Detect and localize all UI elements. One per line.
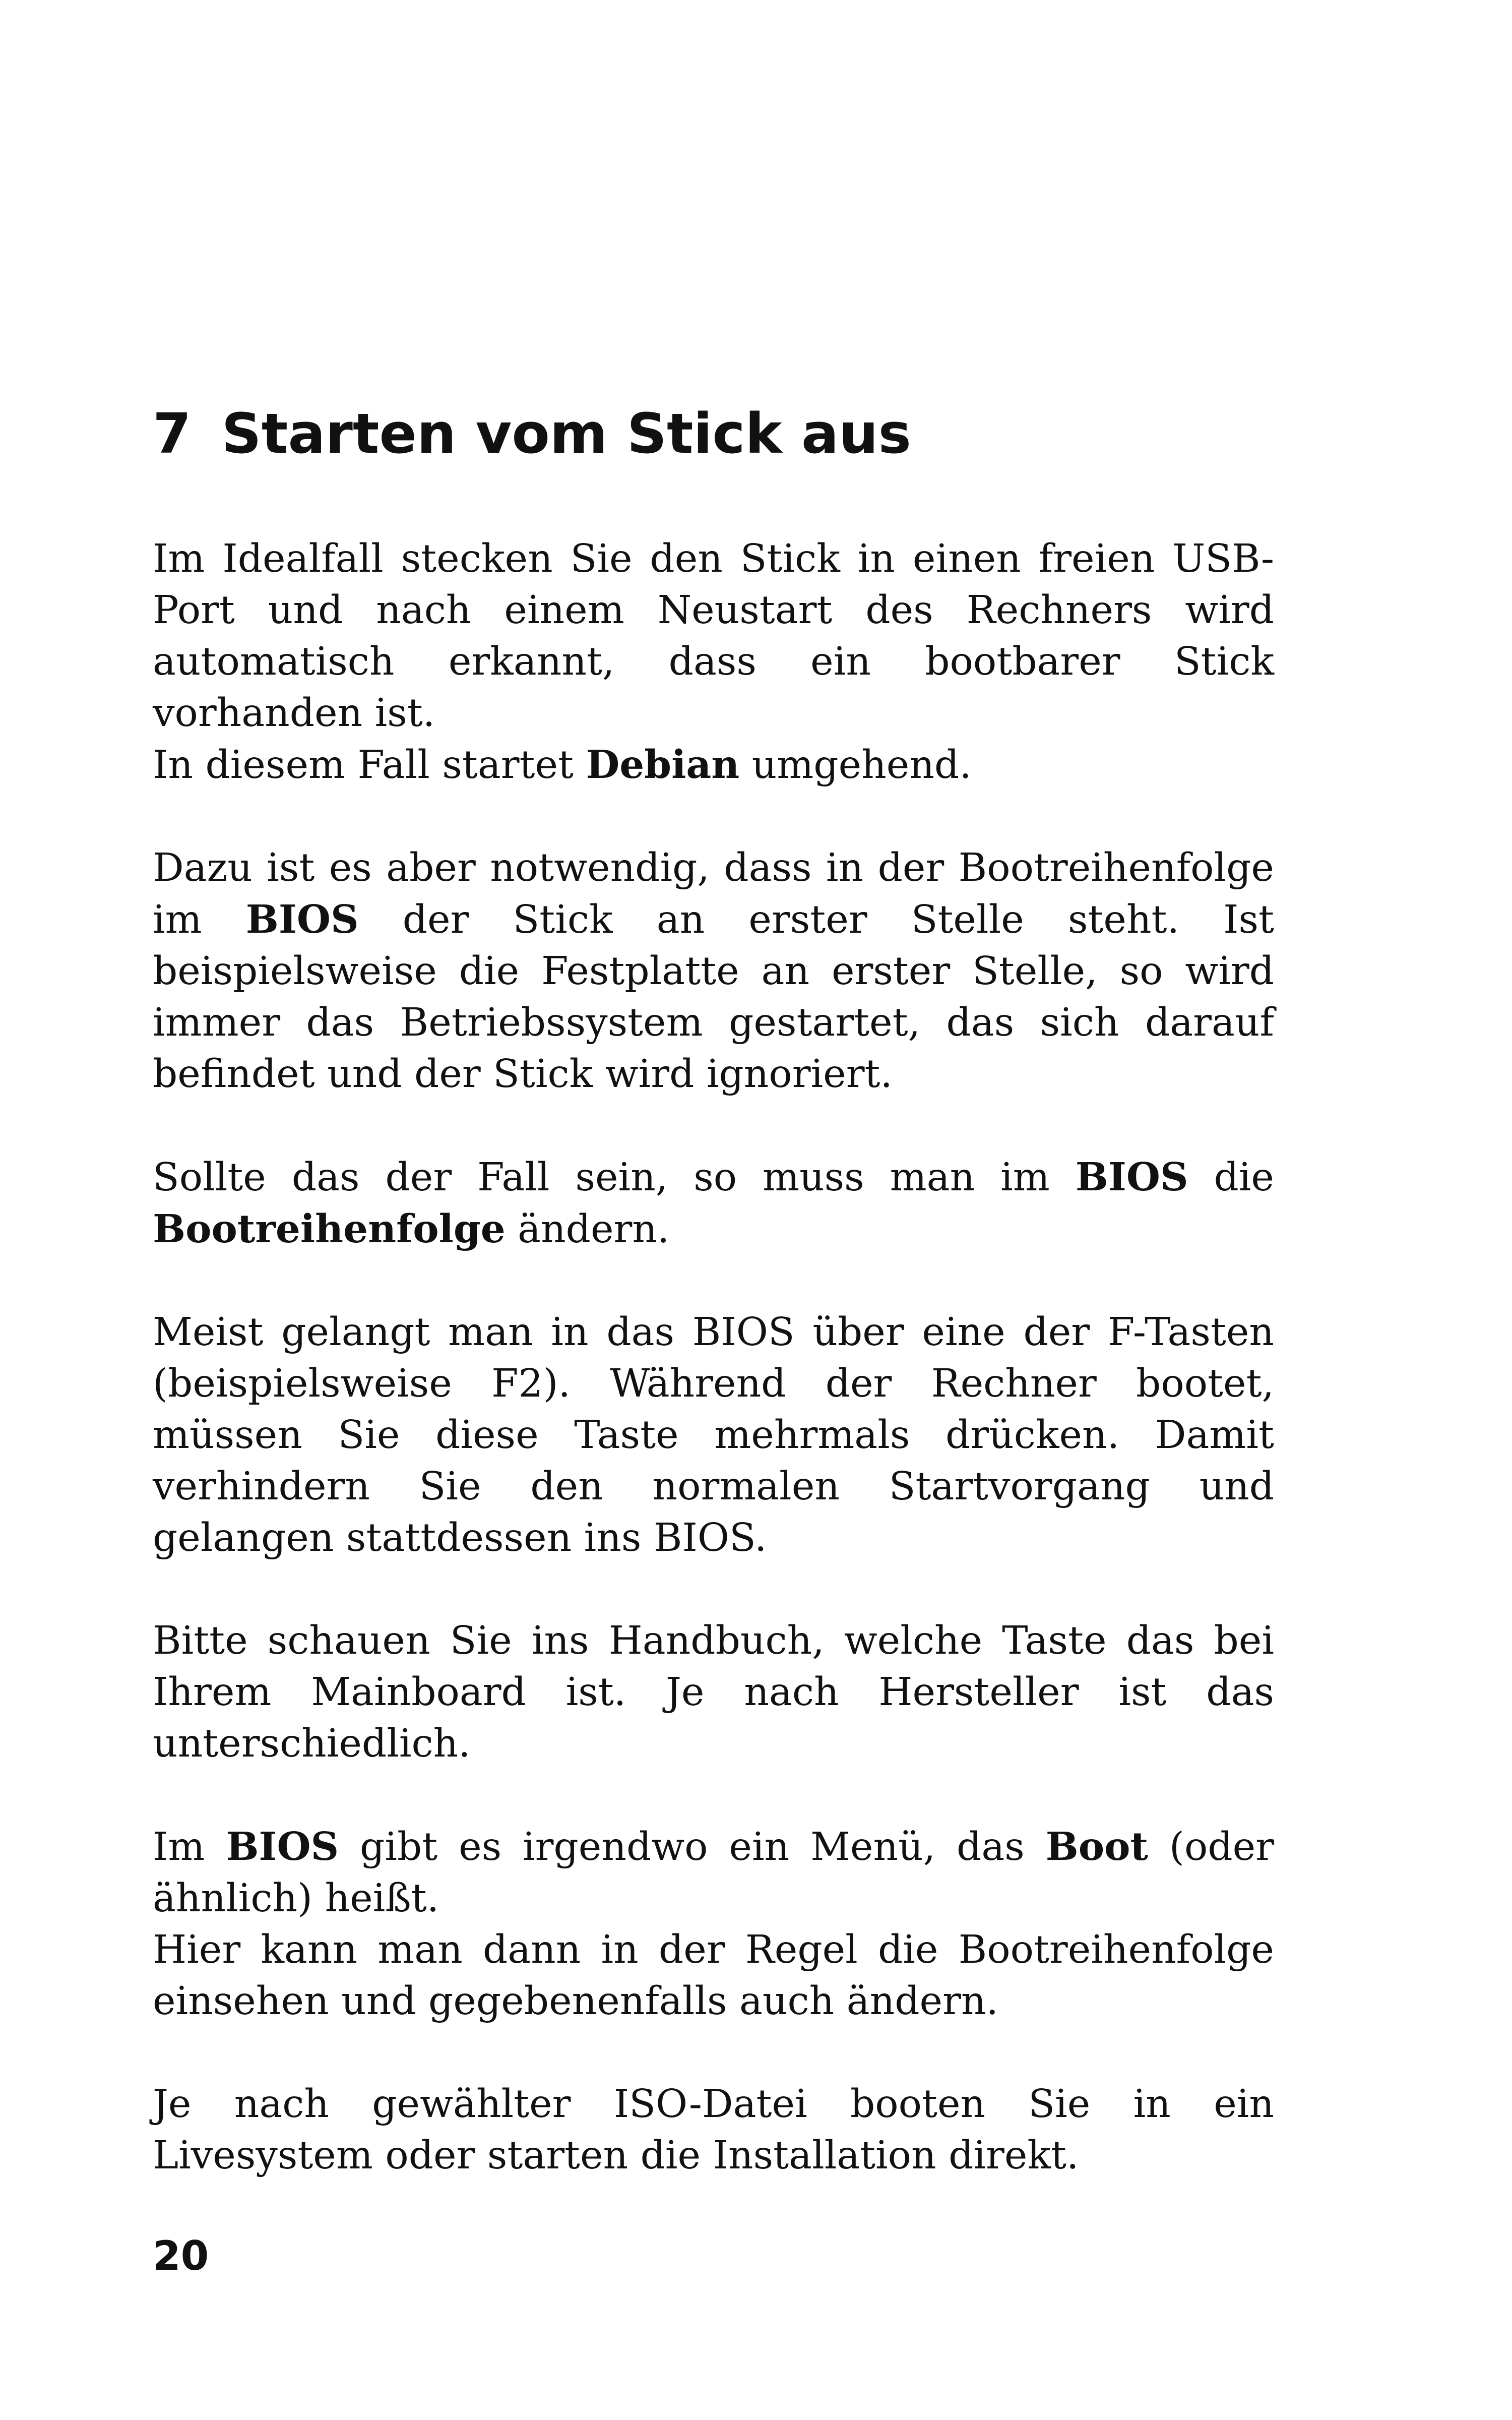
bold-term: Boot bbox=[1045, 1824, 1149, 1869]
text-run: (oder ähnlich) heißt. bbox=[153, 1825, 1274, 1921]
page-number: 20 bbox=[153, 2232, 209, 2279]
paragraph bbox=[153, 2079, 1274, 2182]
text-run: gibt es irgendwo ein Menü, das bbox=[339, 1825, 1046, 1869]
text-run: umgehend. bbox=[739, 743, 972, 788]
paragraph bbox=[153, 1615, 1274, 1770]
text-run: Dazu ist es aber notwendig, dass in der Bootreihenfolge im bbox=[153, 845, 1274, 942]
paragraph bbox=[153, 1152, 1274, 1255]
paragraph bbox=[153, 1821, 1274, 2027]
text-run: Meist gelangt man in das BIOS über eine der F-Tasten (beispielsweise F2). Während der Rechner bootet, müssen Sie diese Taste mehrmals drücken. Damit verhindern Sie den normalen Startvorgang und gelangen stattdessen ins BIOS. bbox=[153, 1310, 1274, 1560]
text-run: Sollte das der Fall sein, so muss man im bbox=[153, 1155, 1076, 1200]
text-run: die bbox=[1188, 1155, 1274, 1200]
bold-term: BIOS bbox=[1075, 1155, 1188, 1200]
chapter-title: Starten vom Stick aus bbox=[221, 401, 911, 466]
bold-term: BIOS bbox=[226, 1824, 339, 1869]
chapter-body-text bbox=[153, 533, 1274, 2182]
text-run: Im bbox=[153, 1825, 226, 1869]
text-run: In diesem Fall startet bbox=[153, 743, 586, 788]
bold-term: Debian bbox=[586, 742, 740, 788]
text-run: ändern. bbox=[505, 1207, 670, 1252]
text-run: Je nach gewählter ISO-Datei booten Sie in ein Livesystem oder starten die Installation direkt. bbox=[153, 2082, 1274, 2178]
chapter-heading bbox=[153, 401, 911, 466]
paragraph bbox=[153, 1307, 1274, 1564]
chapter-number: 7 bbox=[153, 401, 192, 466]
text-run: der Stick an erster Stelle steht. Ist beispielsweise die Festplatte an erster Stelle, so wird immer das Betriebssystem gestartet, das sich darauf befindet und der Stick wird ignoriert. bbox=[153, 897, 1274, 1097]
text-run: Hier kann man dann in der Regel die Bootreihenfolge einsehen und gegebenenfalls auch ändern. bbox=[153, 1927, 1274, 2024]
text-run: Bitte schauen Sie ins Handbuch, welche Taste das bei Ihrem Mainboard ist. Je nach Hersteller ist das unterschiedlich. bbox=[153, 1618, 1274, 1766]
text-run: Im Idealfall stecken Sie den Stick in einen freien USB-Port und nach einem Neustart des Rechners wird automatisch erkannt, dass ein bootbarer Stick vorhanden ist. bbox=[153, 536, 1274, 736]
bold-term: BIOS bbox=[245, 897, 359, 942]
bold-term: Bootreihenfolge bbox=[153, 1206, 506, 1252]
paragraph bbox=[153, 533, 1274, 791]
paragraph bbox=[153, 842, 1274, 1100]
